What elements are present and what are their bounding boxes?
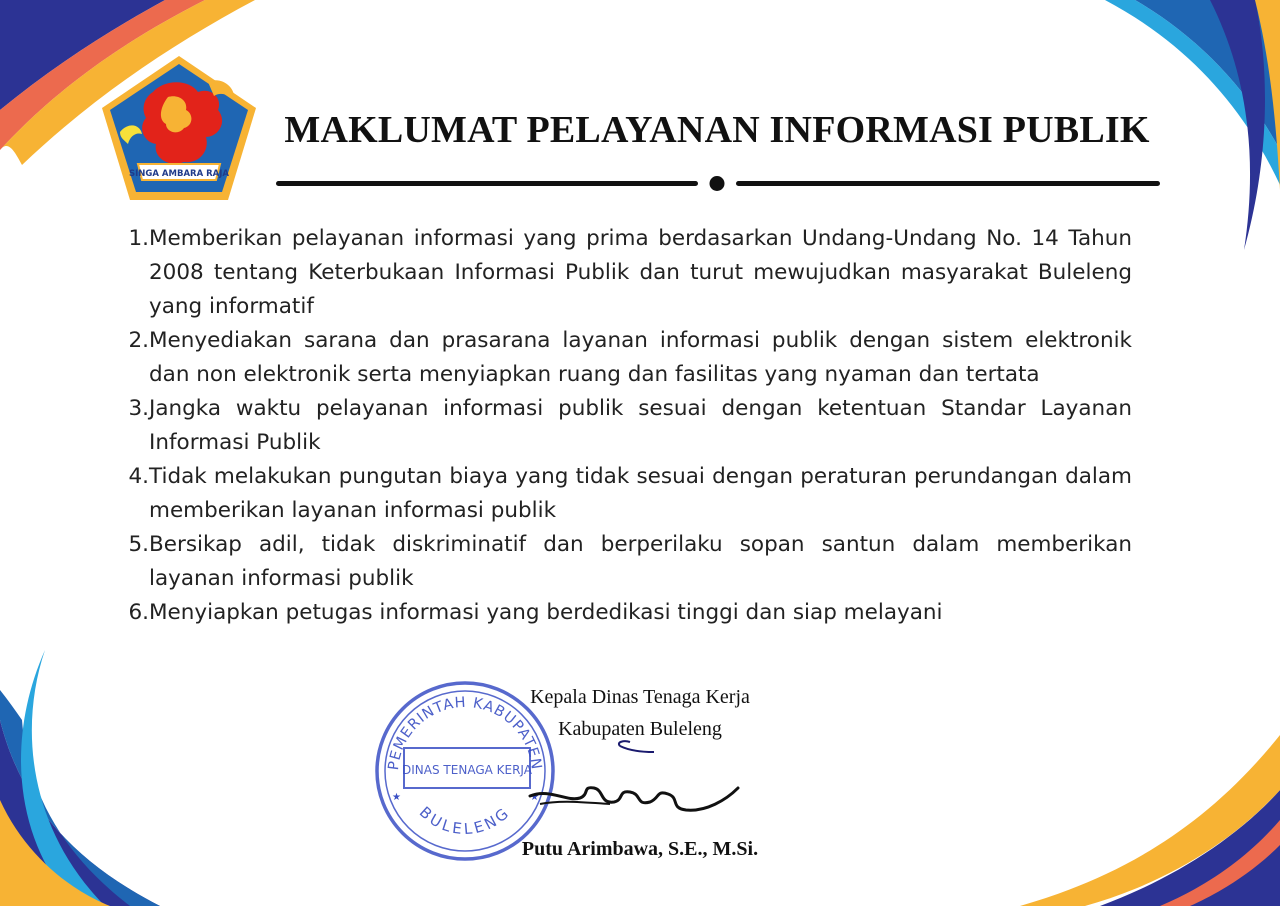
item-text: Memberikan pelayanan informasi yang prima berdasarkan Undang-Undang No. 14 Tahun 2008 tentang Keterbukaan Informasi Publik dan turut mewujudkan masyarakat Buleleng yang informatif bbox=[149, 226, 1132, 319]
item-text: Tidak melakukan pungutan biaya yang tidak sesuai dengan peraturan perundangan dalam memberikan layanan informasi publik bbox=[149, 464, 1132, 523]
item-text: Menyediakan sarana dan prasarana layanan informasi publik dengan sistem elektronik dan non elektronik serta menyiapkan ruang dan fasilitas yang nyaman dan tertata bbox=[149, 328, 1132, 387]
stamp-center-text: DINAS TENAGA KERJA bbox=[402, 763, 532, 777]
item-text: Bersikap adil, tidak diskriminatif dan berperilaku sopan santun dalam memberikan layanan informasi publik bbox=[149, 532, 1132, 591]
maklumat-list bbox=[120, 222, 1132, 630]
item-number: 6. bbox=[128, 600, 149, 625]
list-item bbox=[120, 596, 1132, 630]
list-item bbox=[120, 392, 1132, 460]
item-text: Menyiapkan petugas informasi yang berdedikasi tinggi dan siap melayani bbox=[149, 600, 943, 625]
item-number: 2. bbox=[128, 328, 149, 353]
list-item bbox=[120, 324, 1132, 392]
singa-ambara-raja-logo bbox=[98, 52, 260, 204]
list-item bbox=[120, 528, 1132, 596]
item-number: 4. bbox=[128, 464, 149, 489]
stamp-top-text: PEMERINTAH KABUPATEN bbox=[385, 694, 545, 772]
signer-name: Putu Arimbawa, S.E., M.Si. bbox=[521, 838, 759, 860]
list-item bbox=[120, 222, 1132, 324]
handwritten-signature bbox=[520, 730, 750, 820]
item-number: 1. bbox=[128, 226, 149, 251]
list-item bbox=[120, 460, 1132, 528]
signer-position: Kepala Dinas Tenaga Kerja bbox=[530, 686, 750, 708]
svg-text:BULELENG bbox=[416, 803, 514, 838]
stamp-bottom-text: BULELENG bbox=[415, 802, 515, 839]
page-title: MAKLUMAT PELAYANAN INFORMASI PUBLIK bbox=[284, 109, 1150, 151]
item-number: 3. bbox=[128, 396, 149, 421]
svg-text:★: ★ bbox=[530, 792, 539, 803]
item-number: 5. bbox=[128, 532, 149, 557]
svg-text:★: ★ bbox=[392, 792, 401, 803]
item-text: Jangka waktu pelayanan informasi publik sesuai dengan ketentuan Standar Layanan Informasi Publik bbox=[149, 396, 1132, 455]
signer-region: Kabupaten Buleleng bbox=[558, 718, 722, 740]
logo-motto-text: SINGA AMBARA RAJA bbox=[129, 169, 229, 179]
title-divider bbox=[276, 174, 1160, 192]
